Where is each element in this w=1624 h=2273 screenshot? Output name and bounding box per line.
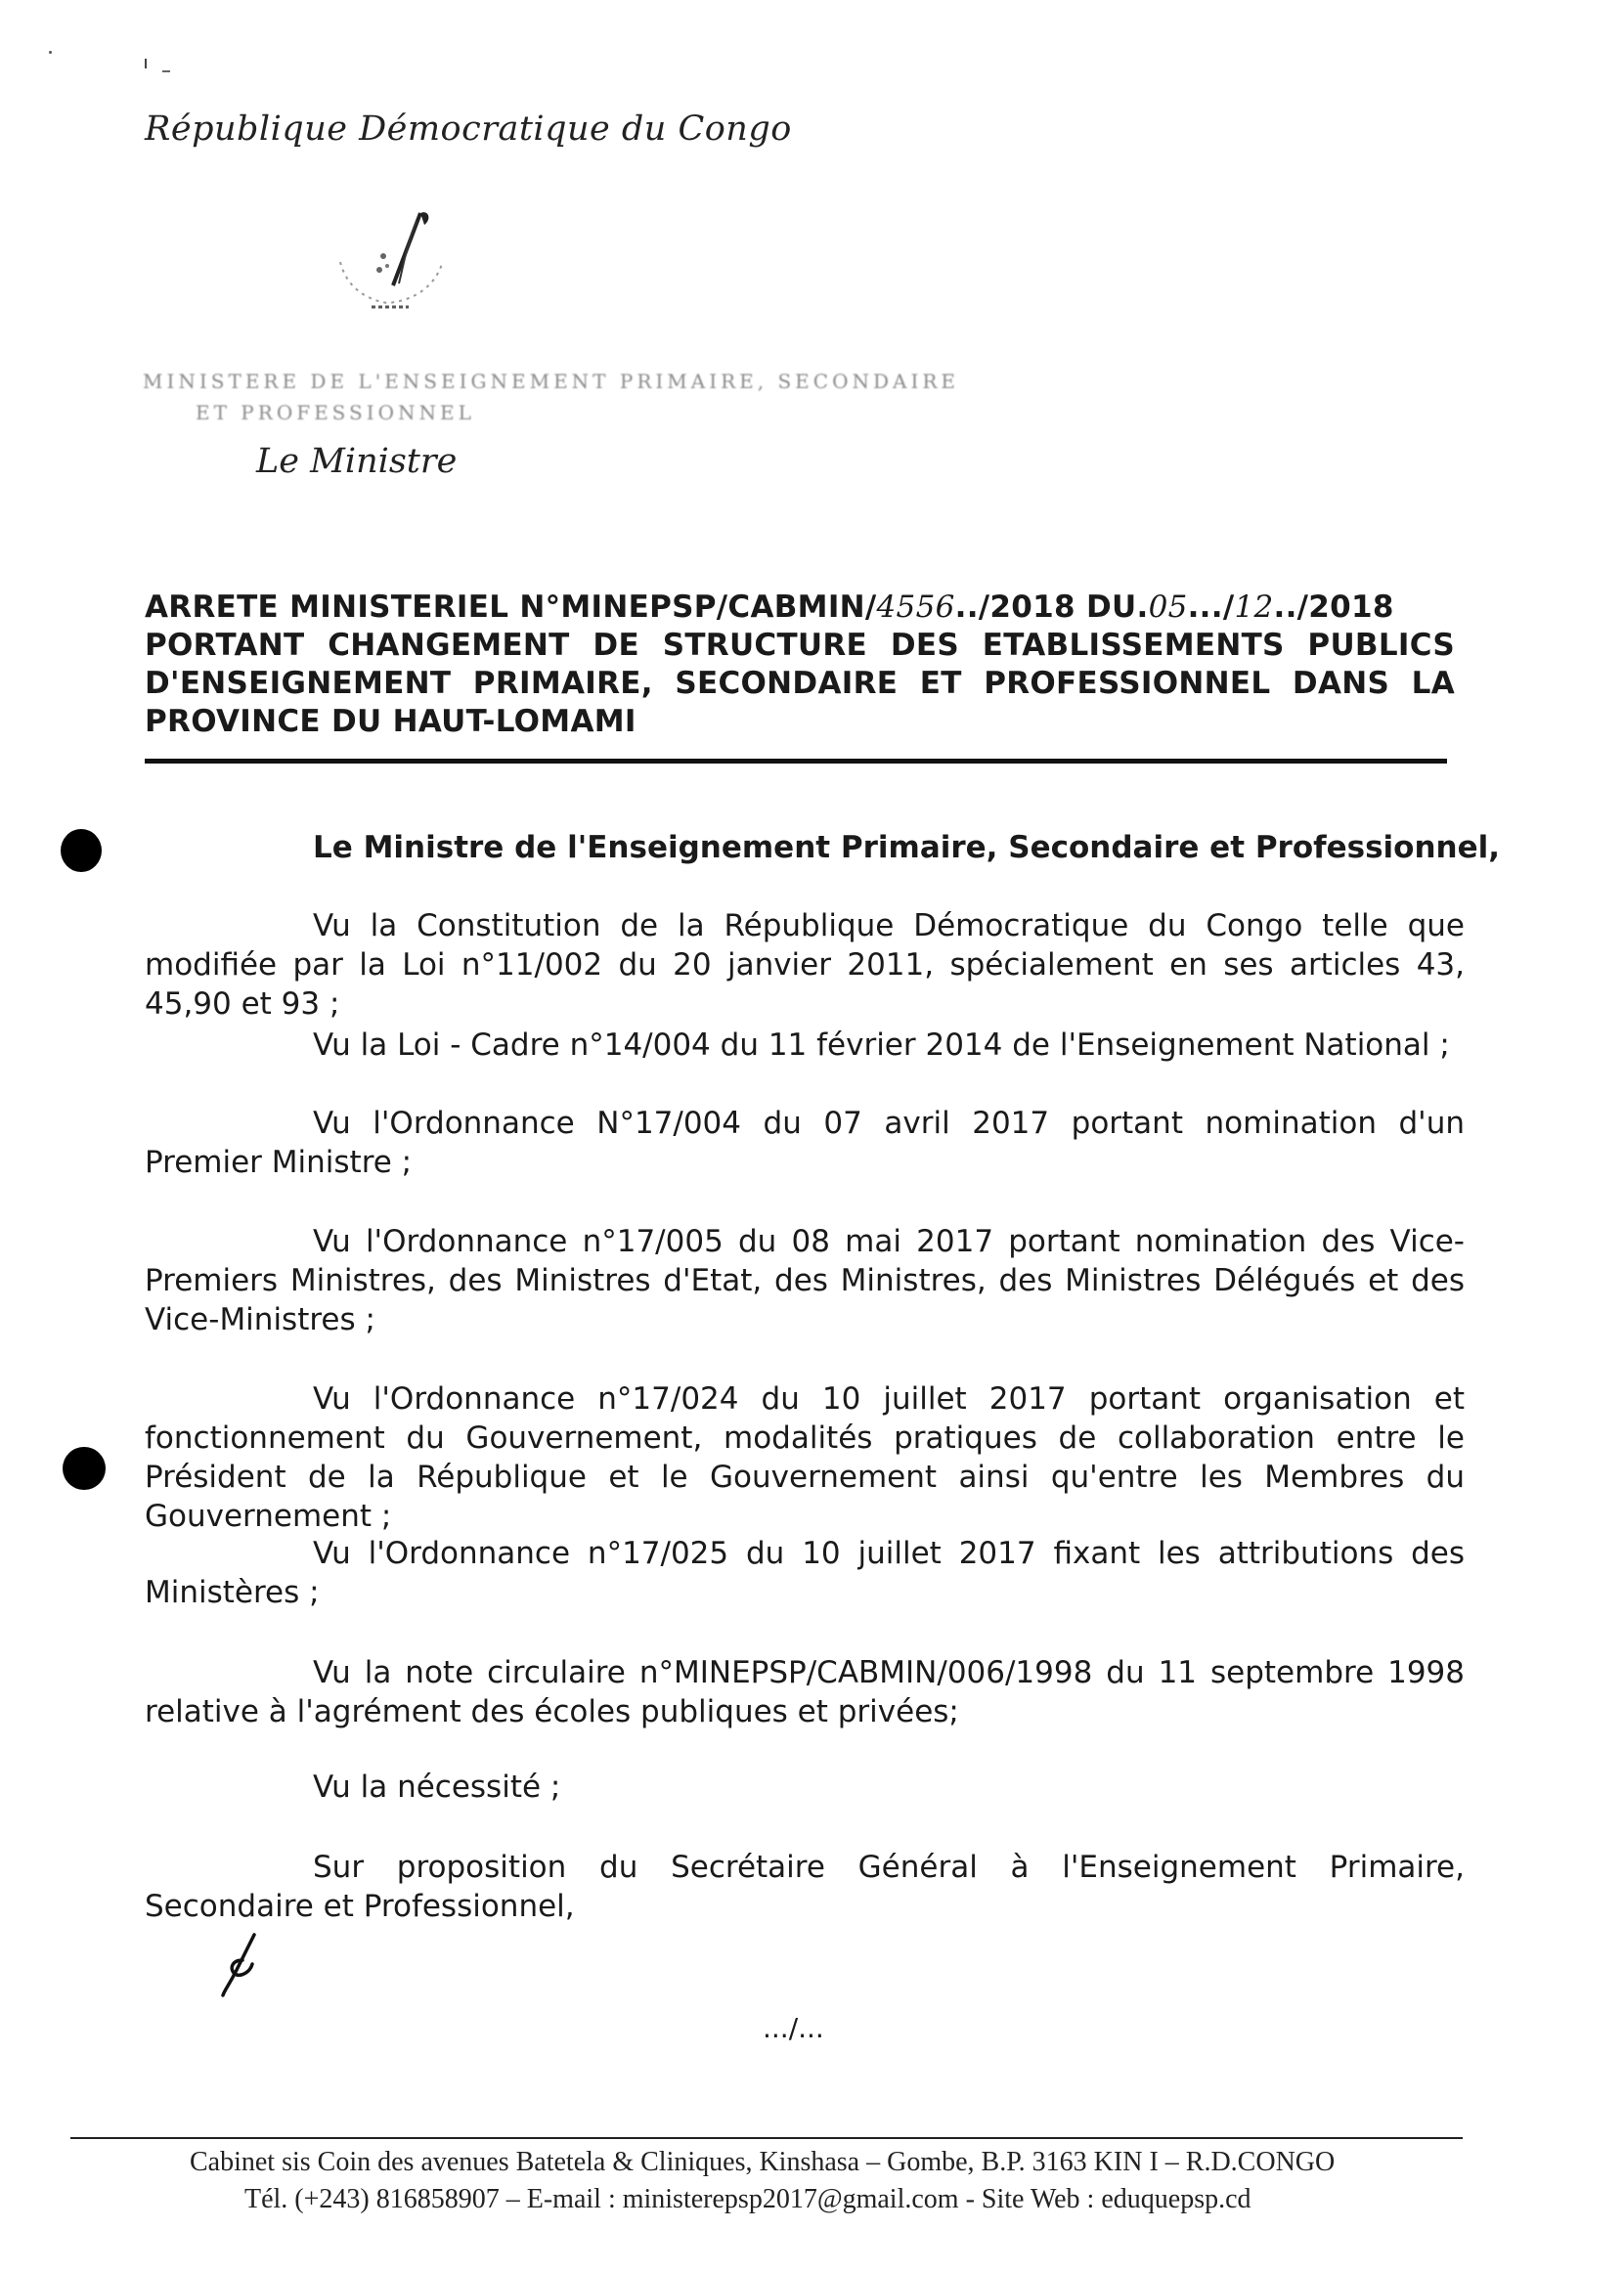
hole-punch-mark <box>63 1447 106 1490</box>
consideration-loi-cadre: Vu la Loi - Cadre n°14/004 du 11 février 2014 de l'Enseignement National ; <box>313 1027 1450 1063</box>
consideration-note-circulaire: Vu la note circulaire n°MINEPSP/CABMIN/006/1998 du 11 septembre 1998 relative à l'agrément des écoles publiques et privées; <box>145 1655 1465 1729</box>
signatory-title: Le Ministre <box>256 442 458 481</box>
decree-title-line-4: PROVINCE DU HAUT-LOMAMI <box>145 704 636 739</box>
page-continuation-mark: .../... <box>763 2012 824 2044</box>
footer-address: Cabinet sis Coin des avenues Batetela & Cliniques, Kinshasa – Gombe, B.P. 3163 KIN I – R.D.CONGO <box>190 2147 1336 2177</box>
preamble: Le Ministre de l'Enseignement Primaire, Secondaire et Professionnel, <box>313 830 1501 865</box>
consideration-ordonnance-premier-ministre: Vu l'Ordonnance N°17/004 du 07 avril 2017 portant nomination d'un Premier Ministre ; <box>145 1106 1465 1180</box>
scan-speck <box>162 70 170 72</box>
handwritten-month: 12 <box>1234 590 1274 625</box>
consideration-constitution: Vu la Constitution de la République Démocratique du Congo telle que modifiée par la Loi n°11/002 du 20 janvier 2011, spécialement en ses articles 43, 45,90 et 93 ; <box>145 908 1465 1022</box>
scan-speck <box>145 59 147 68</box>
consideration-ordonnance-ministres: Vu l'Ordonnance n°17/005 du 08 mai 2017 portant nomination des Vice-Premiers Ministres, des Ministres d'Etat, des Ministres, des Ministres Délégués et des Vice-Ministres ; <box>145 1224 1465 1337</box>
title-rule <box>145 759 1447 764</box>
decree-title <box>145 589 1455 741</box>
consideration-ordonnance-gouvernement: Vu l'Ordonnance n°17/024 du 10 juillet 2017 portant organisation et fonctionnement du Gouvernement, modalités pratiques de collaboration entre le Président de la République et le Gouvernement ainsi qu'entre les Membres du Gouvernement ; <box>145 1381 1465 1534</box>
hole-punch-mark <box>61 829 102 872</box>
coat-of-arms-emblem <box>323 205 456 323</box>
decree-title-line-3: D'ENSEIGNEMENT PRIMAIRE, SECONDAIRE ET PROFESSIONNEL DANS LA <box>145 666 1455 701</box>
decree-title-line-1: ARRETE MINISTERIEL N°MINEPSP/CABMIN/4556../2018 DU.05.../12../2018 <box>145 590 1394 625</box>
handwritten-day: 05 <box>1148 590 1188 625</box>
ministry-line-2: ET PROFESSIONNEL <box>196 401 475 424</box>
consideration-necessite: Vu la nécessité ; <box>313 1770 561 1805</box>
footer-contact: Tél. (+243) 816858907 – E-mail : ministerepsp2017@gmail.com - Site Web : eduquepsp.cd <box>244 2184 1251 2214</box>
scan-speck <box>49 51 52 54</box>
consideration-ordonnance-attributions: Vu l'Ordonnance n°17/025 du 10 juillet 2017 fixant les attributions des Ministères ; <box>145 1536 1465 1610</box>
handwritten-initials <box>207 1931 276 2001</box>
country-heading: République Démocratique du Congo <box>145 109 792 149</box>
consideration-proposition: Sur proposition du Secrétaire Général à l'Enseignement Primaire, Secondaire et Professionnel, <box>145 1850 1465 1924</box>
handwritten-decree-number: 4556 <box>876 590 955 625</box>
footer-rule <box>70 2137 1463 2139</box>
decree-title-line-2: PORTANT CHANGEMENT DE STRUCTURE DES ETABLISSEMENTS PUBLICS <box>145 628 1455 663</box>
ministry-line-1: MINISTERE DE L'ENSEIGNEMENT PRIMAIRE, SECONDAIRE <box>143 370 960 393</box>
